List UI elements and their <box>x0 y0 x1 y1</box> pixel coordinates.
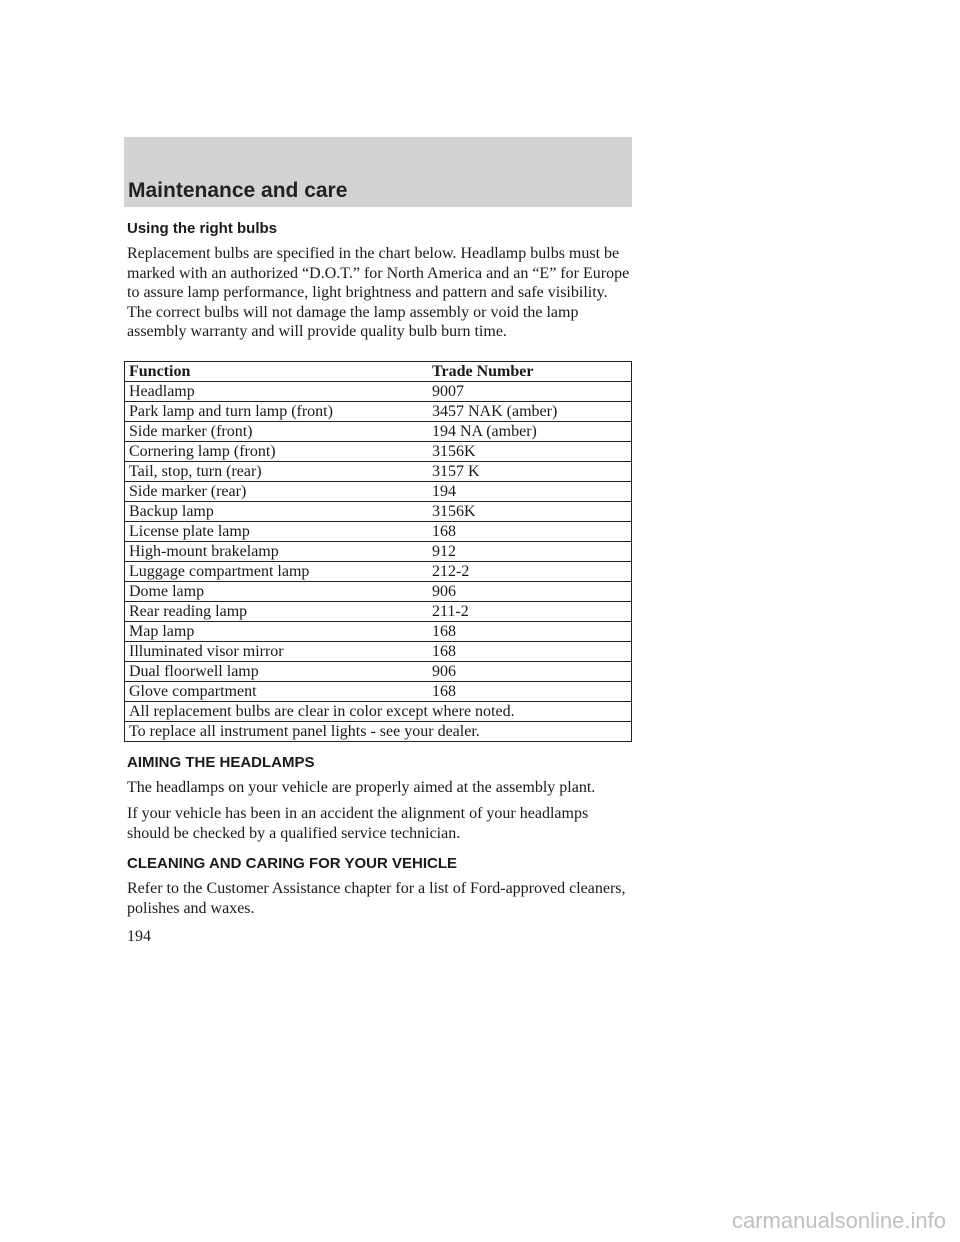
bulb-function-cell: Map lamp <box>125 621 429 641</box>
table-row <box>125 481 632 501</box>
bulb-function-cell: Illuminated visor mirror <box>125 641 429 661</box>
section-title: Maintenance and care <box>128 179 348 202</box>
bulbs-paragraph: Replacement bulbs are specified in the chart below. Headlamp bulbs must be marked with an authorized “D.O.T.” for North America and an “E” for Europe to assure lamp performance, light brightness and pattern and safe visibility. The correct bulbs will not damage the lamp assembly or void the lamp assembly warranty and will provide quality bulb burn time. <box>127 245 630 340</box>
bulb-function-cell: Dual floorwell lamp <box>125 661 429 681</box>
bulb-function-cell: Tail, stop, turn (rear) <box>125 461 429 481</box>
table-note: To replace all instrument panel lights - see your dealer. <box>125 721 632 741</box>
bulbs-heading: Using the right bulbs <box>127 220 277 237</box>
aiming-paragraph-1: The headlamps on your vehicle are properly aimed at the assembly plant. <box>127 778 596 796</box>
page-content <box>124 220 634 946</box>
bulb-function-cell: Backup lamp <box>125 501 429 521</box>
trade-number-cell: 168 <box>428 521 632 541</box>
table-body <box>125 381 632 741</box>
bulb-function-cell: License plate lamp <box>125 521 429 541</box>
table-row <box>125 621 632 641</box>
bulb-table <box>124 361 632 742</box>
bulb-function-cell: Park lamp and turn lamp (front) <box>125 401 429 421</box>
table-row <box>125 441 632 461</box>
table-row <box>125 561 632 581</box>
bulb-function-cell: High-mount brakelamp <box>125 541 429 561</box>
trade-number-cell: 194 <box>428 481 632 501</box>
table-row <box>125 401 632 421</box>
table-row <box>125 641 632 661</box>
trade-number-cell: 168 <box>428 681 632 701</box>
table-note: All replacement bulbs are clear in color except where noted. <box>125 701 632 721</box>
table-row <box>125 581 632 601</box>
table-note-row <box>125 721 632 741</box>
table-row <box>125 521 632 541</box>
column-header-trade-number: Trade Number <box>428 361 632 381</box>
trade-number-cell: 212-2 <box>428 561 632 581</box>
column-header-function: Function <box>125 361 429 381</box>
section-header-band <box>124 137 632 207</box>
trade-number-cell: 3156K <box>428 501 632 521</box>
table-row <box>125 461 632 481</box>
table-row <box>125 381 632 401</box>
trade-number-cell: 3457 NAK (amber) <box>428 401 632 421</box>
aiming-heading: AIMING THE HEADLAMPS <box>127 753 315 771</box>
table-row <box>125 501 632 521</box>
trade-number-cell: 194 NA (amber) <box>428 421 632 441</box>
bulb-function-cell: Side marker (front) <box>125 421 429 441</box>
trade-number-cell: 9007 <box>428 381 632 401</box>
table-note-row <box>125 701 632 721</box>
trade-number-cell: 168 <box>428 621 632 641</box>
bulb-function-cell: Luggage compartment lamp <box>125 561 429 581</box>
cleaning-heading: CLEANING AND CARING FOR YOUR VEHICLE <box>127 855 458 872</box>
trade-number-cell: 906 <box>428 661 632 681</box>
watermark-text: carmanualsonline.info <box>731 1208 946 1233</box>
bulb-function-cell: Glove compartment <box>125 681 429 701</box>
trade-number-cell: 912 <box>428 541 632 561</box>
bulb-function-cell: Headlamp <box>125 381 429 401</box>
table-row <box>125 421 632 441</box>
aiming-paragraph-2: If your vehicle has been in an accident the alignment of your headlamps should be checked by a qualified service technician. <box>127 805 589 842</box>
cleaning-paragraph: Refer to the Customer Assistance chapter for a list of Ford-approved cleaners, polishes and waxes. <box>127 880 626 917</box>
bulb-function-cell: Side marker (rear) <box>125 481 429 501</box>
table-row <box>125 681 632 701</box>
table-header-row <box>125 361 632 381</box>
bulb-function-cell: Cornering lamp (front) <box>125 441 429 461</box>
trade-number-cell: 906 <box>428 581 632 601</box>
trade-number-cell: 3157 K <box>428 461 632 481</box>
bulb-function-cell: Rear reading lamp <box>125 601 429 621</box>
trade-number-cell: 3156K <box>428 441 632 461</box>
trade-number-cell: 211-2 <box>428 601 632 621</box>
bulb-function-cell: Dome lamp <box>125 581 429 601</box>
trade-number-cell: 168 <box>428 641 632 661</box>
table-row <box>125 601 632 621</box>
page-number: 194 <box>127 928 151 945</box>
table-row <box>125 661 632 681</box>
table-row <box>125 541 632 561</box>
